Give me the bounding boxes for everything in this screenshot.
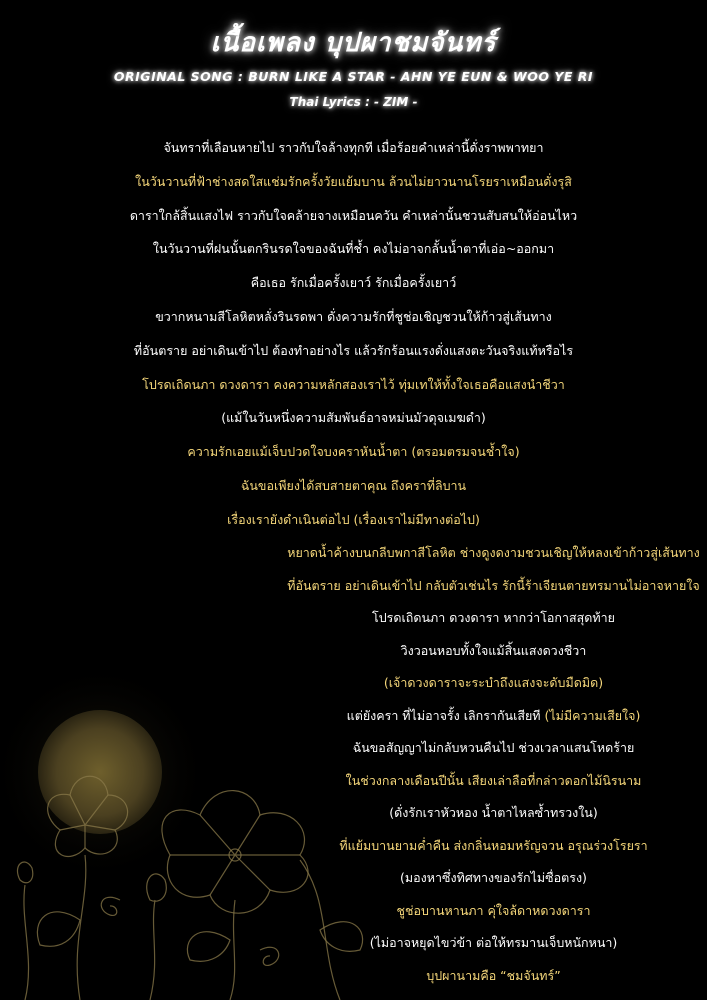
thai-lyrics-credit: Thai Lyrics : - ZIM - <box>289 95 418 109</box>
original-song-credit: ORIGINAL SONG : BURN LIKE A STAR - AHN YE EUN & WOO YE RI <box>113 69 594 84</box>
lyric-line: (มองหาซึ่งทิศทางของรักไม่ซื่อตรง) <box>400 870 587 885</box>
lyric-line: ฉันขอเพียงได้สบสายตาคุณ ถึงคราที่ลิบาน <box>240 478 467 493</box>
lyric-line: ในวันวานที่ฝนนั้นตกรินรดใจของฉันที่ช้ำ คงไม่อาจกลั้นน้ำตาที่เอ่อ~ออกมา <box>152 241 555 257</box>
lyric-text-yellow: (ไม่มีความเสียใจ) <box>544 707 641 723</box>
leaf-2 <box>37 912 80 946</box>
lyric-line: เรื่องเรายังดำเนินต่อไป (เรื่องเราไม่มีทางต่อไป) <box>227 511 480 527</box>
lyric-line: โปรดเถิดนภา ดวงดารา หากว่าโอกาสสุดท้าย <box>372 610 615 625</box>
lyric-line: ในช่วงกลางเดือนปีนั้น เสียงเล่าลือที่กล่าวดอกไม้นิรนาม <box>345 772 642 788</box>
lyric-line: (เจ้าดวงดาราจะระบำถึงแสงจะดับมืดมิด) <box>383 675 604 690</box>
bud-2 <box>17 862 32 1000</box>
lyric-line: (ดั่งรักเราหัวหอง น้ำตาไหลซ้ำทรวงใน) <box>389 805 598 820</box>
tendril-2 <box>101 897 120 915</box>
lyric-line: บุปผานามคือ “ชมจันทร์” <box>426 967 561 983</box>
lyric-line: (ไม่อาจหยุดไขว่ข้า ต่อให้ทรมานเจ็บหนักหนา) <box>369 935 618 950</box>
lyric-line: จันทราที่เลือนหายไป ราวกับใจล้างทุกที เมื่อร้อยคำเหล่านี้ดั่งราพพาทยา <box>163 140 544 155</box>
lyric-line: คือเธอ รักเมื่อครั้งเยาว์ รักเมื่อครั้งเยาว์ <box>250 275 457 291</box>
lyric-line <box>140 706 707 726</box>
lyric-line: ชูช่อบานหานภา คุ่ใจล้ดาหดวงดารา <box>396 902 591 918</box>
lyric-line: ที่แย้มบานยามค่ำคืน ส่งกลิ่นหอมหรัญจวน อรุณร่วงโรยรา <box>339 837 648 853</box>
lyric-line: ในวันวานที่ฟ้าช่างสดใสแช่มรักครั้งวัยแย้มบาน ล้วนไม่ยาวนานโรยราเหมือนดั่งรุสิ <box>135 173 572 189</box>
lyric-line: หยาดน้ำค้างบนกลีบพกาสีโลหิต ช่างดูงดงามชวนเชิญให้หลงเข้าก้าวสู่เส้นทาง <box>287 545 700 560</box>
lyric-line: ดาราใกล้สิ้นแสงไฟ ราวกับใจคล้ายจางเหมือนควัน คำเหล่านั้นชวนสับสนให้อ่อนไหว <box>129 207 578 223</box>
lyric-line: ขวากหนามสีโลหิตหลั่งรินรดพา ดั่งความรักที่ชูช่อเชิญชวนให้ก้าวสู่เส้นทาง <box>155 309 552 324</box>
lyric-line: ที่อันตราย อย่าเดินเข้าไป กลับตัวเช่นไร รักนี้ร้าเจียนตายทรมานไม่อาจหายใจ <box>287 577 700 593</box>
lyric-line: วิงวอนหอบทั้งใจแม้สิ้นแสงดวงชีวา <box>400 642 587 658</box>
lyric-line: ที่อันตราย อย่าเดินเข้าไป ต้องทำอย่างไร แล้วรักร้อนแรงดั่งแสงตะวันจริงแท้หรือไร <box>133 342 574 358</box>
lyric-line: ความรักเอยแม้เจ็บปวดใจบงคราหันน้ำตา (ตรอมตรมจนช้ำใจ) <box>187 444 520 460</box>
lyric-line: (แม้ในวันหนึ่งความสัมพันธ์อาจหม่นมัวดุจเมฆดำ) <box>221 410 486 426</box>
lyric-text-white: แต่ยังครา ที่ไม่อาจรั้ง เลิกรากันเสียที <box>346 707 545 723</box>
lyric-line: ฉันขอสัญญาไม่กลับหวนคืนไป ช่วงเวลาแสนโหดร้าย <box>352 740 635 755</box>
lyric-line: โปรดเถิดนภา ดวงดารา คงความหลักสองเราไว้ ทุ่มเทให้ทั้งใจเธอคือแสงนำชีวา <box>142 376 565 392</box>
song-title: เนื้อเพลง บุปผาชมจันทร์ <box>210 28 497 58</box>
